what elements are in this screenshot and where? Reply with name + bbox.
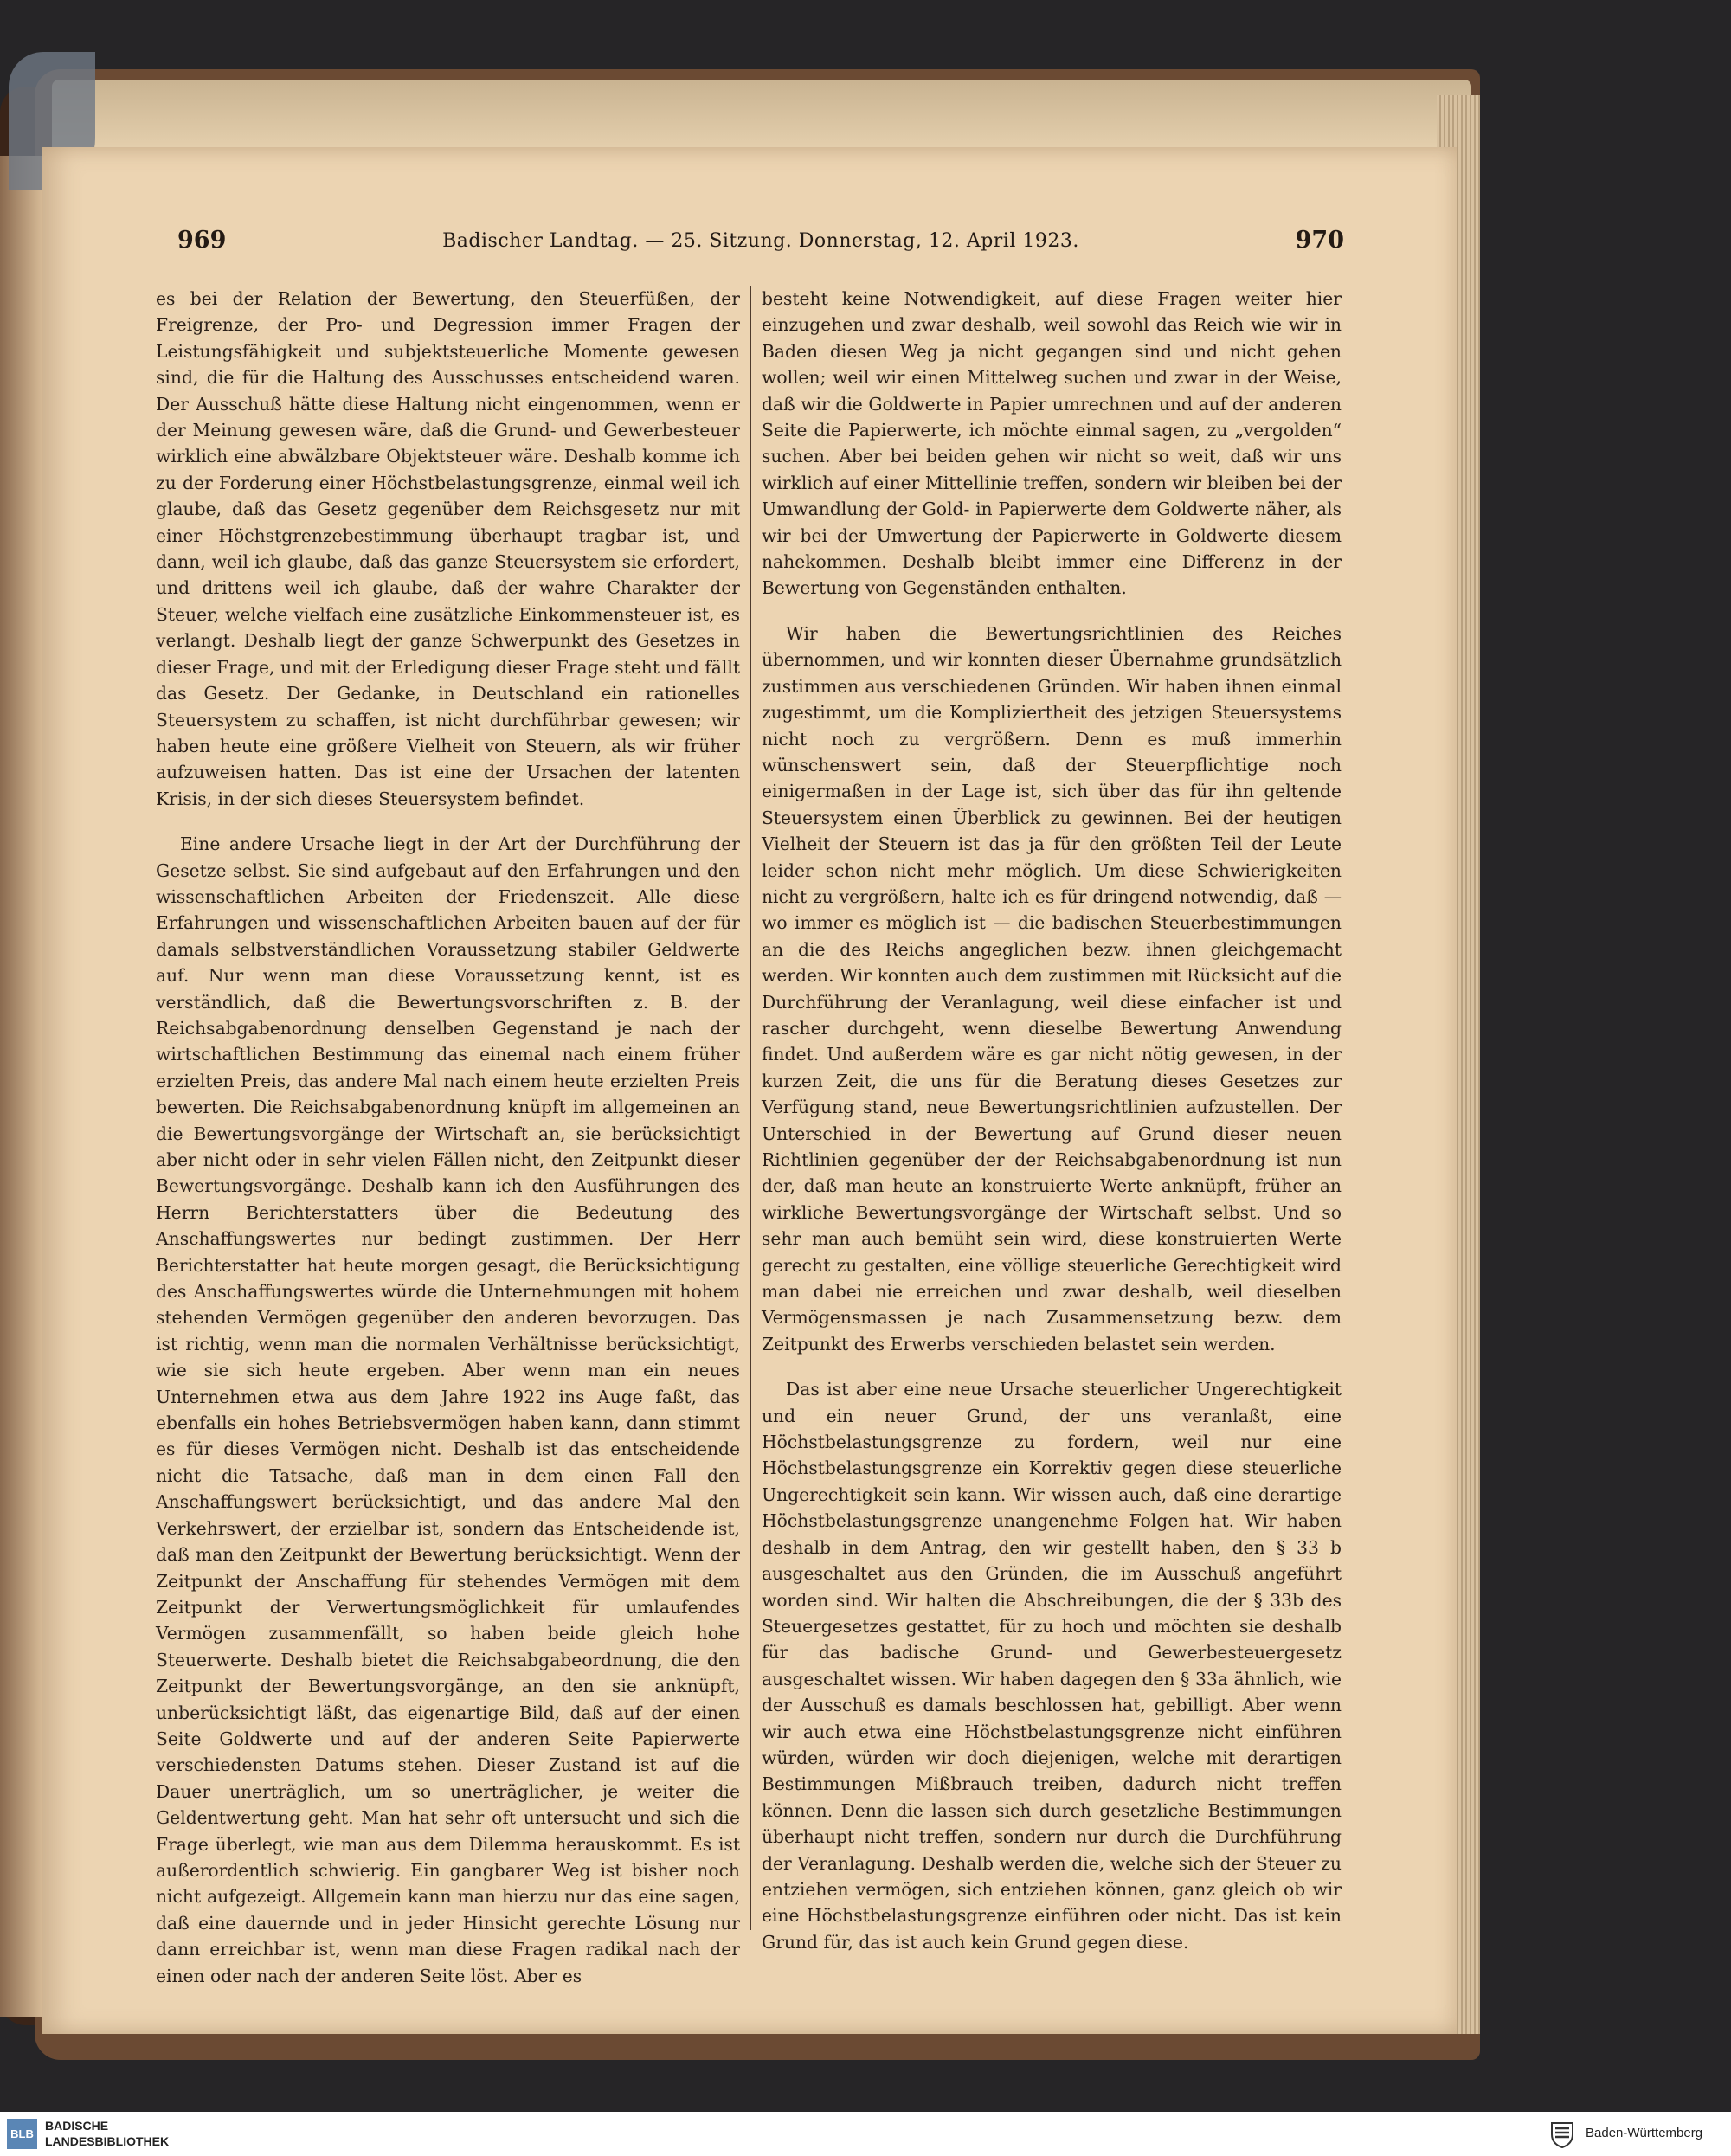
state-name[interactable]: Baden-Württemberg xyxy=(1586,2126,1703,2140)
page-header xyxy=(177,227,1344,261)
library-name-line1: BADISCHE xyxy=(45,2119,109,2133)
page-number-left: 969 xyxy=(177,227,227,254)
column-divider xyxy=(750,286,751,1930)
footer-bar xyxy=(0,2112,1731,2156)
paragraph: Wir haben die Bewertungsrichtlinien des Reiches übernommen, und wir konnten dieser Übernahme grundsätzlich zustimmen aus verschiedenen Gründen. Wir haben ihnen einmal zugestimmt, um die Kompliziertheit des jetzigen Steuersystems nicht noch zu vergrößern. Denn es muß immerhin wünschenswert sein, daß der Steuerpflichtige noch einigermaßen in der Lage ist, sich über das für ihn geltende Steuersystem einen Überblick zu gewinnen. Bei der heutigen Vielheit der Steuern ist das ja für den größten Teil der Leute leider schon nicht mehr möglich. Um diese Schwierigkeiten nicht zu vergrößern, halte ich es für dringend notwendig, daß — wo immer es möglich ist — die badischen Steuerbestimmungen an die des Reichs angeglichen bezw. ihnen gleichgemacht werden. Wir konnten auch dem zustimmen mit Rücksicht auf die Durchführung der Veranlagung, weil diese einfacher ist und rascher durchgeht, wenn dieselbe Bewertung Anwendung findet. Und außerdem wäre es gar nicht nötig gewesen, in der kurzen Zeit, die uns für die Beratung dieses Gesetzes zur Verfügung stand, neue Bewertungsrichtlinien aufzustellen. Der Unterschied in der Bewertung auf Grund dieser neuen Richtlinien gegenüber der der Reichsabgabenordnung ist nun der, daß man heute an konstruierte Werte anknüpft, früher an wirkliche Bewertungsvorgänge der Wirtschaft selbst. Und so sehr man auch bemüht sein wird, diese konstruierten Werte gerecht zu gestalten, eine völlige steuerliche Gerechtigkeit wird man dabei nie erreichen und zwar deshalb, weil dieselben Vermögensmassen je nach Zusammensetzung bezw. dem Zeitpunkt des Erwerbs verschieden belastet sein werden. xyxy=(762,622,1342,1355)
text-column-left xyxy=(156,286,740,2008)
page-number-right: 970 xyxy=(1295,227,1344,254)
library-name-line2: LANDESBIBLIOTHEK xyxy=(45,2134,170,2148)
paragraph: es bei der Relation der Bewertung, den Steuerfüßen, der Freigrenze, der Pro- und Degression immer Fragen der Leistungsfähigkeit und subjektsteuerliche Momente gewesen sind, die für die Haltung des Ausschusses entscheidend waren. Der Ausschuß hätte diese Haltung nicht eingenommen, wenn er der Meinung gewesen wäre, daß die Grund- und Gewerbesteuer wirklich eine abwälzbare Objektsteuer wäre. Deshalb komme ich zu der Forderung einer Höchstbelastungsgrenze, einmal weil ich glaube, daß das Gesetz gegenüber dem Reichsgesetz nur mit einer Höchstgrenzebestimmung überhaupt tragbar ist, und dann, weil ich glaube, daß das ganze Steuersystem sie erfordert, und drittens weil ich glaube, daß der wahre Charakter der Steuer, welche vielfach eine zusätzliche Einkommensteuer ist, es verlangt. Deshalb liegt der ganze Schwerpunkt des Gesetzes in dieser Frage, und mit der Erledigung dieser Frage steht und fällt das Gesetz. Der Gedanke, in Deutschland ein rationelles Steuersystem zu schaffen, ist nicht durchführbar gewesen; wir haben heute eine größere Vielheit von Steuern, als wir früher aufzuweisen hatten. Das ist eine der Ursachen der latenten Krisis, in der sich dieses Steuersystem befindet. xyxy=(156,288,740,809)
running-title: Badischer Landtag. — 25. Sitzung. Donnerstag, 12. April 1923. xyxy=(442,230,1079,252)
paragraph: besteht keine Notwendigkeit, auf diese Fragen weiter hier einzugehen und zwar deshalb, weil sowohl das Reich wie wir in Baden diesen Weg ja nicht gegangen sind und nicht gehen wollen; weil wir einen Mittelweg suchen und zwar in der Weise, daß wir die Goldwerte in Papier umrechnen und auf der anderen Seite die Papierwerte, ich möchte einmal sagen, zu „vergolden“ suchen. Aber bei beiden gehen wir nicht so weit, daß wir uns wirklich auf einer Mittellinie treffen, sondern wir bleiben bei der Umwandlung der Gold- in Papierwerte dem Goldwerte näher, als wir bei der Umwertung der Papierwerte in Goldwerte diesem nahekommen. Deshalb bleibt immer eine Differenz in der Bewertung von Gegenständen enthalten. xyxy=(762,288,1342,599)
paragraph: Das ist aber eine neue Ursache steuerlicher Ungerechtigkeit und ein neuer Grund, der uns veranlaßt, eine Höchstbelastungsgrenze zu fordern, weil nur eine Höchstbelastungsgrenze ein Korrektiv gegen diese steuerliche Ungerechtigkeit sein kann. Wir wissen auch, daß eine derartige Höchstbelastungsgrenze unangenehme Folgen hat. Wir haben deshalb in dem Antrag, den wir gestellt haben, den § 33 b ausgeschaltet aus den Gründen, die im Ausschuß angeführt worden sind. Wir halten die Abschreibungen, die der § 33b des Steuergesetzes gestattet, für zu hoch und möchten sie deshalb für das badische Grund- und Gewerbesteuergesetz ausgeschaltet wissen. Wir haben dagegen den § 33a ähnlich, wie der Ausschuß es damals beschlossen hat, gebilligt. Aber wenn wir auch etwa eine Höchstbelastungsgrenze nicht einführen würden, würden wir doch diejenigen, welche mit derartigen Bestimmungen Mißbrauch treiben, dadurch nicht treffen können. Denn die lassen sich durch gesetzliche Bestimmungen überhaupt nicht treffen, sondern nur durch die Durchführung der Veranlagung. Deshalb werden die, welche sich der Steuer zu entziehen vermögen, sich entziehen können, ganz gleich ob wir eine Höchstbelastungsgrenze einführen oder nicht. Das ist kein Grund für, das ist auch kein Grund gegen diese. xyxy=(762,1379,1342,1953)
baden-wuerttemberg-crest-icon[interactable] xyxy=(1549,2121,1575,2148)
page-stack-top xyxy=(52,80,1471,149)
paragraph: Eine andere Ursache liegt in der Art der Durchführung der Gesetze selbst. Sie sind aufgebaut auf den Erfahrungen und den wissenschaftlichen Arbeiten der Friedenszeit. Alle diese Erfahrungen und wissenschaftlichen Arbeiten bauen auf der für damals selbstverständlichen Voraussetzung stabiler Geldwerte auf. Nur wenn man diese Voraussetzung kennt, ist es verständlich, daß die Bewertungsvorschriften z. B. der Reichsabgabenordnung denselben Gegenstand je nach der wirtschaftlichen Bestimmung das einemal nach einem früher erzielten Preis, das andere Mal nach einem heute erzielten Preis bewerten. Die Reichsabgabenordnung knüpft im allgemeinen an die Bewertungsvorgänge der Wirtschaft an, sie berücksichtigt aber nicht oder in sehr vielen Fällen nicht, den Zeitpunkt dieser Bewertungsvorgänge. Deshalb kann ich den Ausführungen des Herrn Berichterstatters über die Bedeutung des Anschaffungswertes nur bedingt zustimmen. Der Herr Berichterstatter hat heute morgen gesagt, die Berücksichtigung des Anschaffungswertes würde die Unternehmungen mit hohem stehenden Vermögen gegenüber den anderen bevorzugen. Das ist richtig, wenn man die normalen Verhältnisse berücksichtigt, wie sie sich heute ergeben. Aber wenn man ein neues Unternehmen etwa aus dem Jahre 1922 ins Auge faßt, das ebenfalls ein hohes Betriebsvermögen haben kann, dann stimmt es für dieses Vermögen nicht. Deshalb ist das entscheidende nicht die Tatsache, daß man in dem einen Fall den Anschaffungswert berücksichtigt, und das andere Mal den Verkehrswert, der erzielbar ist, sondern das Entscheidende ist, daß man den Zeitpunkt der Bewertung berücksichtigt. Wenn der Zeitpunkt der Anschaffung für stehendes Vermögen mit dem Zeitpunkt der Verwertungsmöglichkeit für umlaufendes Vermögen zusammenfällt, so haben beide gleich hohe Steuerwerte. Deshalb bietet die Reichsabgabeordnung, die den Zeitpunkt der Bewertungsvorgänge, an den sie anknüpft, unberücksichtigt läßt, das eigenartige Bild, daß auf der einen Seite Goldwerte und auf der anderen Seite Papierwerte verschiedensten Datums stehen. Dieser Zustand ist auf die Dauer unerträglich, um so unerträglicher, je weiter die Geldentwertung geht. Man hat sehr oft untersucht und sich die Frage überlegt, wie man aus dem Dilemma herauskommt. Es ist außerordentlich schwierig. Ein gangbarer Weg ist bisher noch nicht aufgezeigt. Allgemein kann man hierzu nur das eine sagen, daß eine dauernde und in jeder Hinsicht gerechte Lösung nur dann erreichbar ist, wenn man diese Fragen radikal nach der einen oder nach der anderen Seite löst. Aber es xyxy=(156,833,740,1986)
blb-logo-icon[interactable]: BLB xyxy=(7,2119,37,2149)
left-page-edge xyxy=(0,156,43,2017)
library-name[interactable] xyxy=(45,2118,169,2149)
text-column-right xyxy=(762,286,1342,1974)
